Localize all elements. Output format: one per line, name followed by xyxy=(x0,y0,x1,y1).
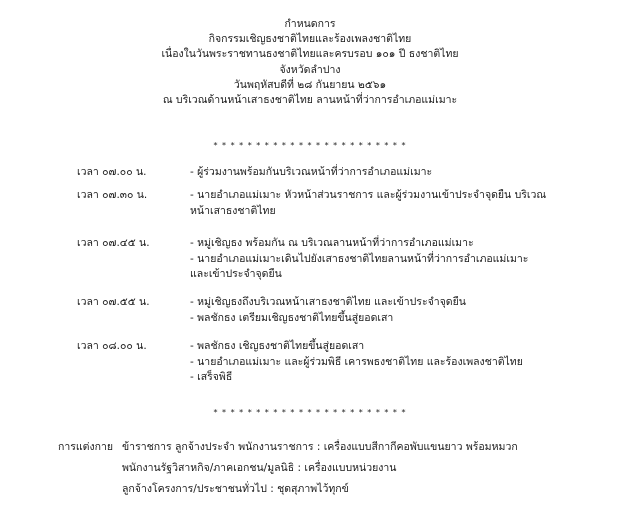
schedule-item xyxy=(190,340,523,387)
schedule-time: เวลา ๐๗.๐๐ น. xyxy=(77,166,147,178)
schedule-line: - เสร็จพิธี xyxy=(190,371,233,383)
dress-code-label: การแต่งกาย xyxy=(58,441,114,453)
schedule-item xyxy=(190,237,529,284)
schedule-line: - พลชักธง เตรียมเชิญธงชาติไทยขึ้นสู่ยอดเสา xyxy=(190,311,394,324)
schedule-time: เวลา ๐๗.๕๕ น. xyxy=(77,296,150,308)
header-date: วันพฤหัสบดีที่ ๒๘ กันยายน ๒๕๖๑ xyxy=(233,78,387,91)
schedule-line: หน้าเสาธงชาติไทย xyxy=(190,204,276,217)
separator-top: * * * * * * * * * * * * * * * * * * * * * * * xyxy=(213,141,407,150)
header-title: กำหนดการ xyxy=(284,18,336,30)
document-header xyxy=(0,18,620,109)
schedule-line: - ผู้ร่วมงานพร้อมกันบริเวณหน้าที่ว่าการอำเภอแม่เมาะ xyxy=(190,166,433,178)
schedule-time: เวลา ๐๗.๔๕ น. xyxy=(77,237,150,249)
schedule-line: - นายอำเภอแม่เมาะเดินไปยังเสาธงชาติไทยลานหน้าที่ว่าการอำเภอแม่เมาะ xyxy=(190,252,529,265)
schedule-item xyxy=(190,166,490,182)
schedule-item xyxy=(190,296,490,327)
schedule-line: - หมู่เชิญธง พร้อมกัน ณ บริเวณลานหน้าที่ว่าการอำเภอแม่เมาะ xyxy=(190,237,474,249)
schedule-time: เวลา ๐๘.๐๐ น. xyxy=(77,340,147,352)
schedule-line: - นายอำเภอแม่เมาะ และผู้ร่วมพิธี เคารพธงชาติไทย และร้องเพลงชาติไทย xyxy=(190,355,523,368)
schedule-item xyxy=(190,189,547,220)
separator-bottom: * * * * * * * * * * * * * * * * * * * * * * * xyxy=(213,408,407,417)
header-event: กิจกรรมเชิญธงชาติไทยและร้องเพลงชาติไทย xyxy=(208,33,412,46)
dress-code-line: ลูกจ้างโครงการ/ประชาชนทั่วไป : ชุดสุภาพไว้ทุกข์ xyxy=(122,483,349,495)
schedule-time: เวลา ๐๗.๓๐ น. xyxy=(77,189,148,201)
header-occasion: เนื่องในวันพระราชทานธงชาติไทยและครบรอบ ๑๐๑ ปี ธงชาติไทย xyxy=(161,48,459,61)
dress-code-line: ข้าราชการ ลูกจ้างประจำ พนักงานราชการ : เครื่องแบบสีกากีคอพับแขนยาว พร้อมหมวก xyxy=(122,441,518,453)
header-province: จังหวัดลำปาง xyxy=(279,63,341,76)
schedule-line: - พลชักธง เชิญธงชาติไทยขึ้นสู่ยอดเสา xyxy=(190,340,365,352)
schedule-line: และเข้าประจำจุดยืน xyxy=(190,268,282,280)
schedule-line: - นายอำเภอแม่เมาะ หัวหน้าส่วนราชการ และผู้ร่วมงานเข้าประจำจุดยืน บริเวณ xyxy=(190,189,547,201)
schedule-line: - หมู่เชิญธงถึงบริเวณหน้าเสาธงชาติไทย และเข้าประจำจุดยืน xyxy=(190,296,466,308)
dress-code-line: พนักงานรัฐวิสาหกิจ/ภาคเอกชน/มูลนิธิ : เครื่องแบบหน่วยงาน xyxy=(122,462,397,474)
header-venue: ณ บริเวณด้านหน้าเสาธงชาติไทย ลานหน้าที่ว่าการอำเภอแม่เมาะ xyxy=(162,93,458,106)
